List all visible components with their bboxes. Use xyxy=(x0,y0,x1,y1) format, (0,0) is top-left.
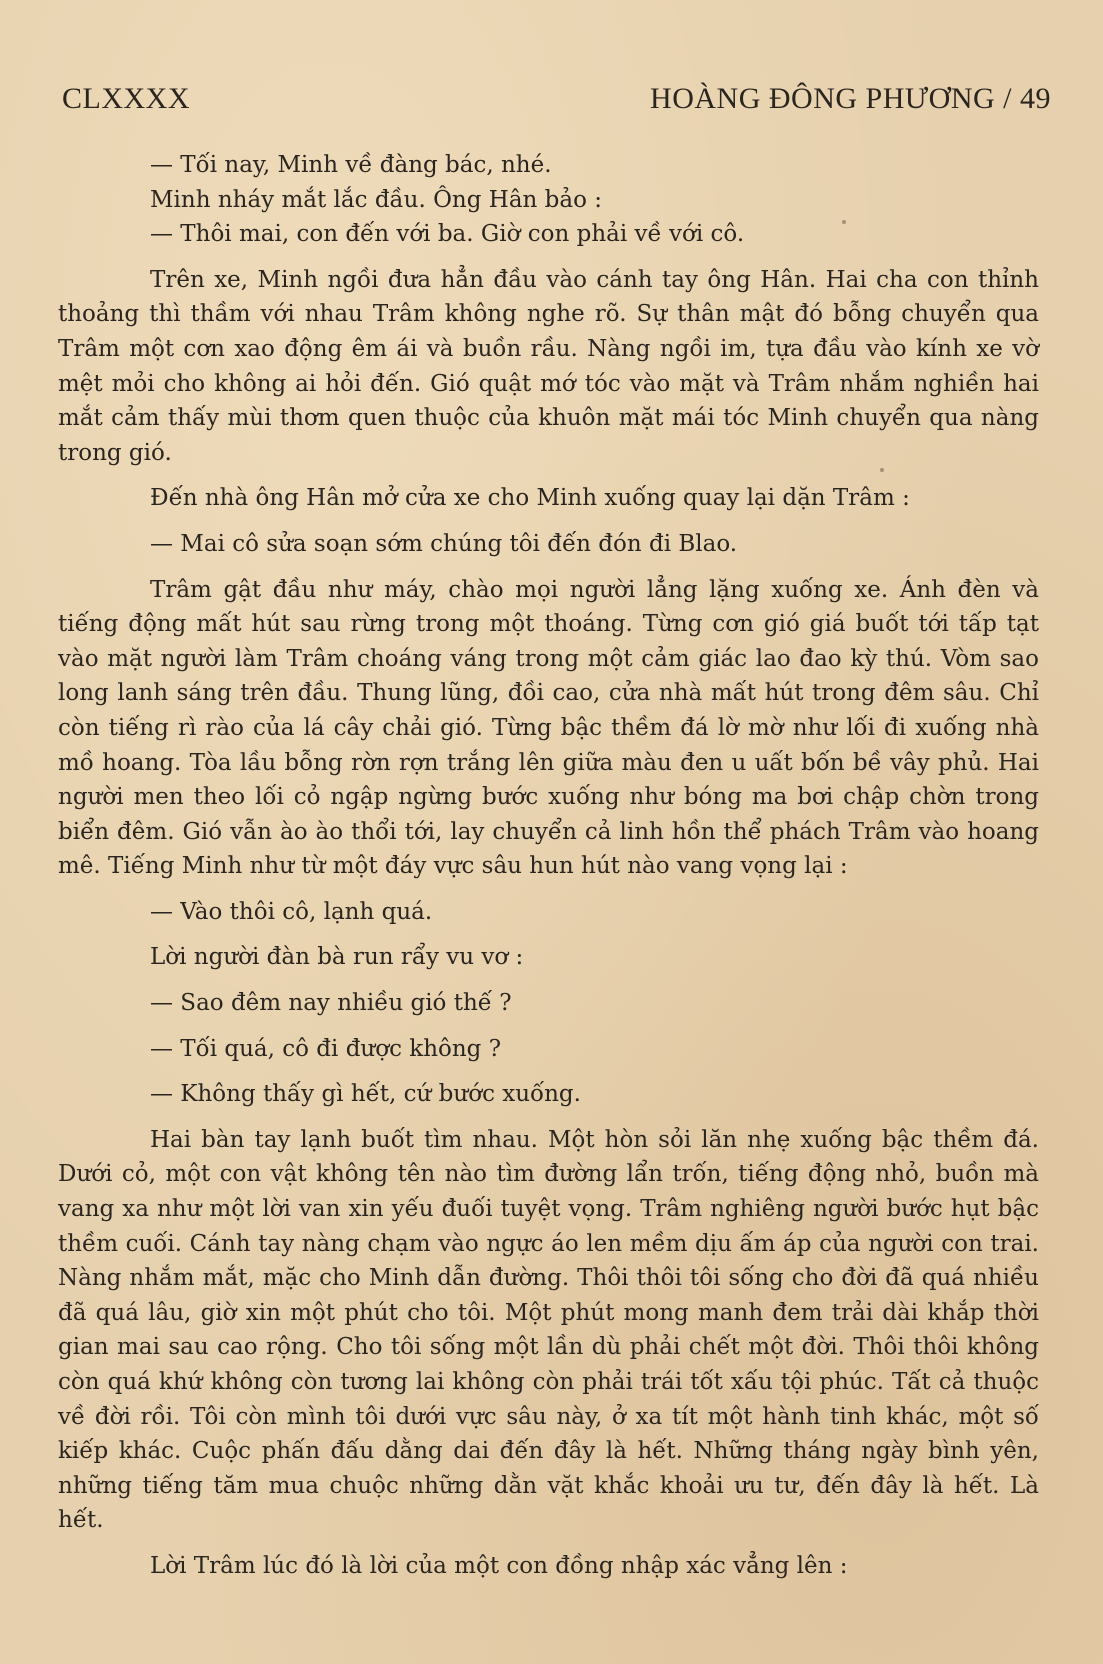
paragraph: Lời Trâm lúc đó là lời của một con đồng nhập xác vẳng lên : xyxy=(150,1552,848,1579)
dialogue-line: — Không thấy gì hết, cứ bước xuống. xyxy=(150,1081,581,1108)
page-header xyxy=(62,82,1051,122)
dialogue-line: — Mai cô sửa soạn sớm chúng tôi đến đón đi Blao. xyxy=(150,530,738,557)
paragraph: Đến nhà ông Hân mở cửa xe cho Minh xuống quay lại dặn Trâm : xyxy=(150,485,910,512)
dialogue-line: — Thôi mai, con đến với ba. Giờ con phải về với cô. xyxy=(150,221,745,248)
paragraph: Lời người đàn bà run rẩy vu vơ : xyxy=(150,944,524,971)
paper-speck xyxy=(880,468,884,472)
chapter-number: CLXXXX xyxy=(62,82,190,115)
dialogue-line: — Tối quá, cô đi được không ? xyxy=(150,1035,502,1062)
dialogue-line: — Sao đêm nay nhiều gió thế ? xyxy=(150,990,512,1017)
page-body xyxy=(58,148,1039,1584)
paragraph: Minh nháy mắt lắc đầu. Ông Hân bảo : xyxy=(150,186,603,213)
paper-speck xyxy=(842,220,846,224)
author-and-page-number: HOÀNG ĐÔNG PHƯƠNG / 49 xyxy=(650,82,1051,115)
paragraph: Trâm gật đầu như máy, chào mọi người lẳng lặng xuống xe. Ánh đèn và tiếng động mất hút sau rừng trong một thoáng. Từng cơn gió giá buốt tới tấp tạt vào mặt người làm Trâm choáng váng trong một cảm giác lao đao kỳ thú. Vòm sao long lanh sáng trên đầu. Thung lũng, đồi cao, cửa nhà mất hút trong đêm sâu. Chỉ còn tiếng rì rào của lá cây chải gió. Từng bậc thềm đá lờ mờ như lối đi xuống nhà mồ hoang. Tòa lầu bỗng rờn rợn trắng lên giữa màu đen u uất bốn bề vây phủ. Hai người men theo lối cỏ ngập ngừng bước xuống như bóng ma bơi chập chờn trong biển đêm. Gió vẫn ào ào thổi tới, lay chuyển cả linh hồn thể phách Trâm vào hoang mê. Tiếng Minh như từ một đáy vực sâu hun hút nào vang vọng lại : xyxy=(58,576,1039,880)
dialogue-line: — Vào thôi cô, lạnh quá. xyxy=(150,898,433,925)
dialogue-line: — Tối nay, Minh về đàng bác, nhé. xyxy=(150,152,552,178)
paragraph: Hai bàn tay lạnh buốt tìm nhau. Một hòn sỏi lăn nhẹ xuống bậc thềm đá. Dưới cỏ, một con vật không tên nào tìm đường lẩn trốn, tiếng động nhỏ, buồn mà vang xa như một lời van xin yếu đuối tuyệt vọng. Trâm nghiêng người bước hụt bậc thềm cuối. Cánh tay nàng chạm vào ngực áo len mềm dịu ấm áp của người con trai. Nàng nhắm mắt, mặc cho Minh dẫn đường. Thôi thôi tôi sống cho đời đã quá nhiều đã quá lâu, giờ xin một phút cho tôi. Một phút mong manh đem trải dài khắp thời gian mai sau cao rộng. Cho tôi sống một lần dù phải chết một đời. Thôi thôi không còn quá khứ không còn tương lai không còn phải trái tốt xấu tội phúc. Tất cả thuộc về đời rồi. Tôi còn mình tôi dưới vực sâu này, ở xa tít một hành tinh khác, một số kiếp khác. Cuộc phấn đấu dằng dai đến đây là hết. Những tháng ngày bình yên, những tiếng tăm mua chuộc những dằn vặt khắc khoải ưu tư, đến đây là hết. Là hết. xyxy=(58,1126,1039,1534)
paragraph: Trên xe, Minh ngồi đưa hẳn đầu vào cánh tay ông Hân. Hai cha con thỉnh thoảng thì thầm với nhau Trâm không nghe rõ. Sự thân mật đó bỗng chuyển qua Trâm một cơn xao động êm ái và buồn rầu. Nàng ngồi im, tựa đầu vào kính xe vờ mệt mỏi cho không ai hỏi đến. Gió quật mớ tóc vào mặt và Trâm nhắm nghiền hai mắt cảm thấy mùi thơm quen thuộc của khuôn mặt mái tóc Minh chuyển qua nàng trong gió. xyxy=(58,266,1039,466)
